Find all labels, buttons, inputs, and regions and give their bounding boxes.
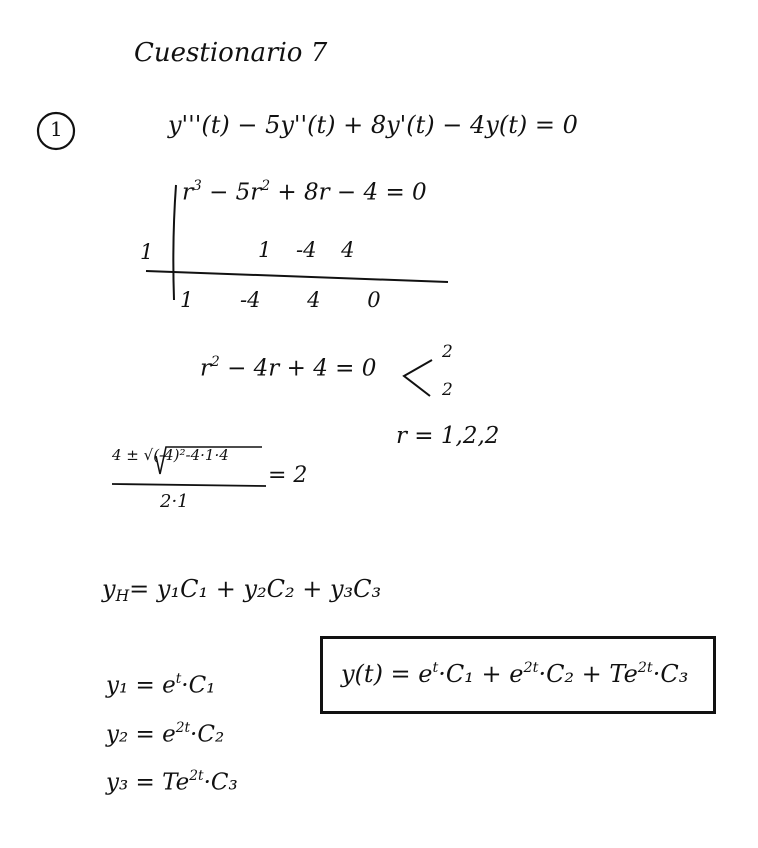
final-answer-part-4: ·C₃ [652,660,689,689]
quadratic-base: r [200,355,211,382]
y2-prefix: y₂ = e [106,721,176,748]
final-answer [341,660,689,689]
charpoly-mid: − 5r [201,179,262,206]
final-answer-part-1: y(t) = e [341,660,433,689]
branch-root-bottom: 2 [442,380,453,400]
solution-y3 [106,770,238,795]
general-form-rhs: = y₁C₁ + y₂C₂ + y₃C₃ [129,575,382,603]
y1-suffix: ·C₁ [181,672,216,699]
y1-exp: t [175,671,182,687]
final-answer-exp-2: 2t [523,660,539,676]
ruffini-horizontal-line [146,271,448,282]
quadratic-rest: − 4r + 4 = 0 [219,355,377,382]
y3-suffix: ·C₃ [203,769,238,796]
ruffini-row-2: 1 -4 4 0 [180,288,381,312]
final-answer-part-2: ·C₁ + e [438,660,524,689]
ruffini-vertical-line [173,185,176,300]
quadratic-formula-result: = 2 [268,463,308,488]
roots-line: r = 1,2,2 [396,423,500,449]
charpoly-exp3: 3 [193,178,202,194]
y1-prefix: y₁ = e [106,672,176,699]
y3-prefix: y₃ = Te [106,769,190,796]
final-answer-box [320,636,716,714]
general-form-lhs: y [102,575,116,603]
charpoly-rest: + 8r − 4 = 0 [270,179,427,206]
problem-number: 1 [50,117,63,141]
solution-y2 [106,722,224,747]
ruffini-row-1: 1 -4 4 [258,238,355,262]
branch-root-top: 2 [442,342,453,362]
page-title: Cuestionario 7 [134,38,328,68]
final-answer-exp-3: 2t [637,660,653,676]
y3-exp: 2t [189,768,204,784]
y2-exp: 2t [175,720,191,736]
charpoly-base: r [182,179,193,206]
ruffini-root: 1 [140,240,154,264]
solution-y1 [106,673,215,698]
quadratic-equation [200,356,376,381]
charpoly-exp2: 2 [261,178,271,194]
final-answer-exp-1: t [432,660,439,676]
characteristic-equation [182,180,427,205]
quadratic-exp: 2 [211,354,220,370]
fraction-bar [112,484,266,486]
general-solution-form [102,577,381,604]
general-form-lhs-sub: H [115,586,130,605]
quadratic-formula-denominator: 2·1 [160,491,189,512]
quadratic-formula-numerator: 4 ± √(-4)²-4·1·4 [112,446,229,464]
differential-equation: y'''(t) − 5y''(t) + 8y'(t) − 4y(t) = 0 [168,111,578,139]
branch-lines [404,360,432,396]
y2-suffix: ·C₂ [190,721,225,748]
final-answer-part-3: ·C₂ + Te [538,660,638,689]
